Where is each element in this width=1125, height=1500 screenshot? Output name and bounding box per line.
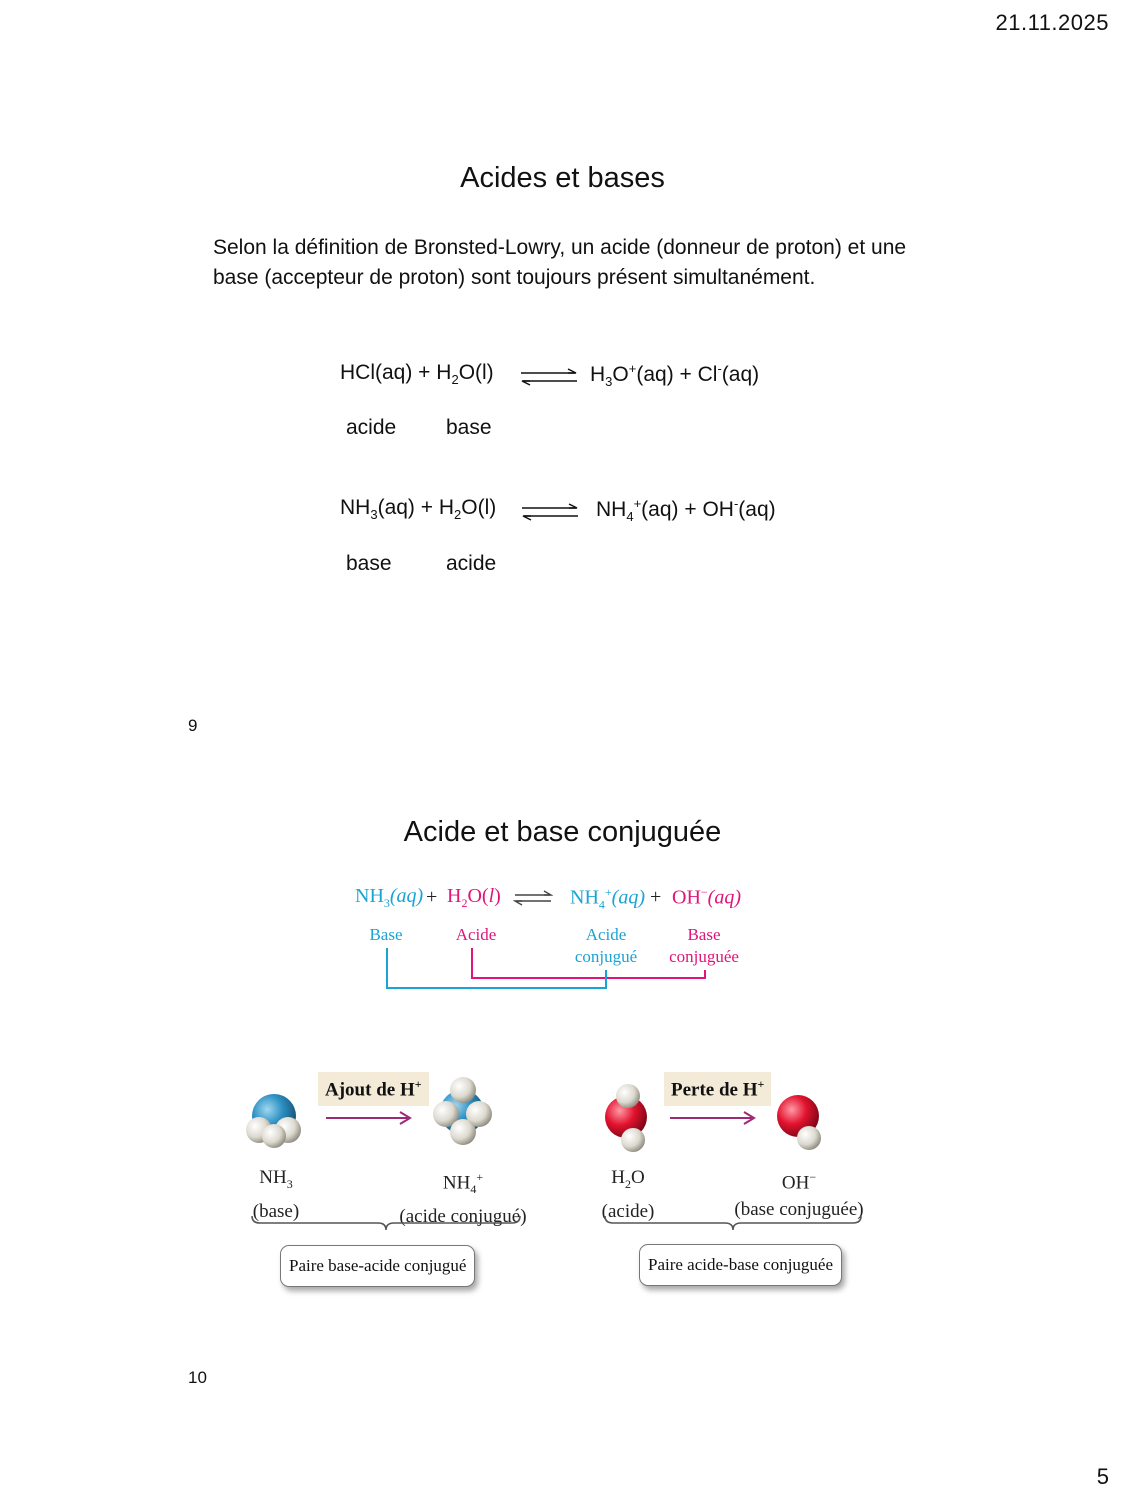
role-label-base: base	[446, 416, 492, 439]
equation-hcl-left: $HCl(aq) + H_2O(l)$	[340, 361, 494, 388]
slide-title-acides-bases: Acides et bases	[460, 162, 665, 194]
oh-label: OH− (base conjuguée)	[734, 1170, 864, 1221]
ajout-h-tag: Ajout de H+	[318, 1072, 429, 1106]
role-label-acide: acide	[346, 416, 397, 439]
figure-nh3: $NH_3(aq)$	[355, 885, 424, 910]
figure-h2o: $H_2O(l)$	[447, 885, 501, 910]
label-base-conjuguee: Base conjuguée	[669, 925, 739, 966]
arrow-right-icon	[668, 1108, 760, 1128]
figure-oh: OH−(aq)	[672, 885, 741, 909]
label-acide: Acide	[455, 925, 497, 944]
intro-paragraph: Selon la définition de Bronsted-Lowry, un acide (donneur de proton) et une base (accepteur de proton) sont toujours présent simultanément.	[213, 236, 907, 289]
equation-nh3-left: $NH_3(aq) + H_2O(l)$	[340, 496, 497, 523]
equilibrium-arrow-icon	[520, 501, 580, 523]
nh4-molecule-icon	[432, 1074, 494, 1148]
label-base: Base	[369, 925, 403, 944]
conjugate-pair-brackets	[380, 945, 720, 995]
figure-plus: +	[650, 886, 662, 908]
equation-nh3-right: $NH_4^+(aq) + OH^-(aq)$	[596, 496, 776, 525]
left-brace-icon	[250, 1214, 522, 1232]
equation-hcl-right: $H_3O^+(aq) + Cl^-(aq)$	[590, 361, 760, 390]
arrow-right-icon	[324, 1108, 416, 1128]
perte-h-tag: Perte de H+	[664, 1072, 771, 1106]
nh4-label: $NH_4^+$ (acide conjugué)	[399, 1170, 527, 1228]
equilibrium-arrow-icon	[513, 889, 553, 907]
oh-molecule-icon	[776, 1092, 824, 1156]
nh3-molecule-icon	[244, 1088, 304, 1152]
role-label-acide: acide	[446, 552, 497, 575]
pair-base-acide-box: Paire base-acide conjugué	[280, 1245, 475, 1287]
nh3-label: $NH_3$ (base)	[252, 1167, 300, 1222]
slide-number: 9	[188, 716, 198, 735]
label-acide-conjugue: Acide conjugué	[574, 925, 638, 966]
slide-title-acide-base-conjuguee: Acide et base conjuguée	[403, 816, 722, 848]
slide-number: 10	[188, 1368, 207, 1387]
role-label-base: base	[346, 552, 392, 575]
page-number: 5	[1096, 1464, 1109, 1489]
figure-plus: +	[426, 886, 438, 908]
date: 21.11.2025	[995, 10, 1109, 35]
figure-nh4: $NH_4^+(aq)$	[570, 885, 645, 912]
h2o-label: $H_2O$ (acide)	[601, 1167, 655, 1222]
pair-acide-base-box: Paire acide-base conjuguée	[639, 1244, 842, 1286]
h2o-molecule-icon	[604, 1083, 654, 1155]
equilibrium-arrow-icon	[519, 366, 579, 388]
right-brace-icon	[603, 1214, 863, 1232]
